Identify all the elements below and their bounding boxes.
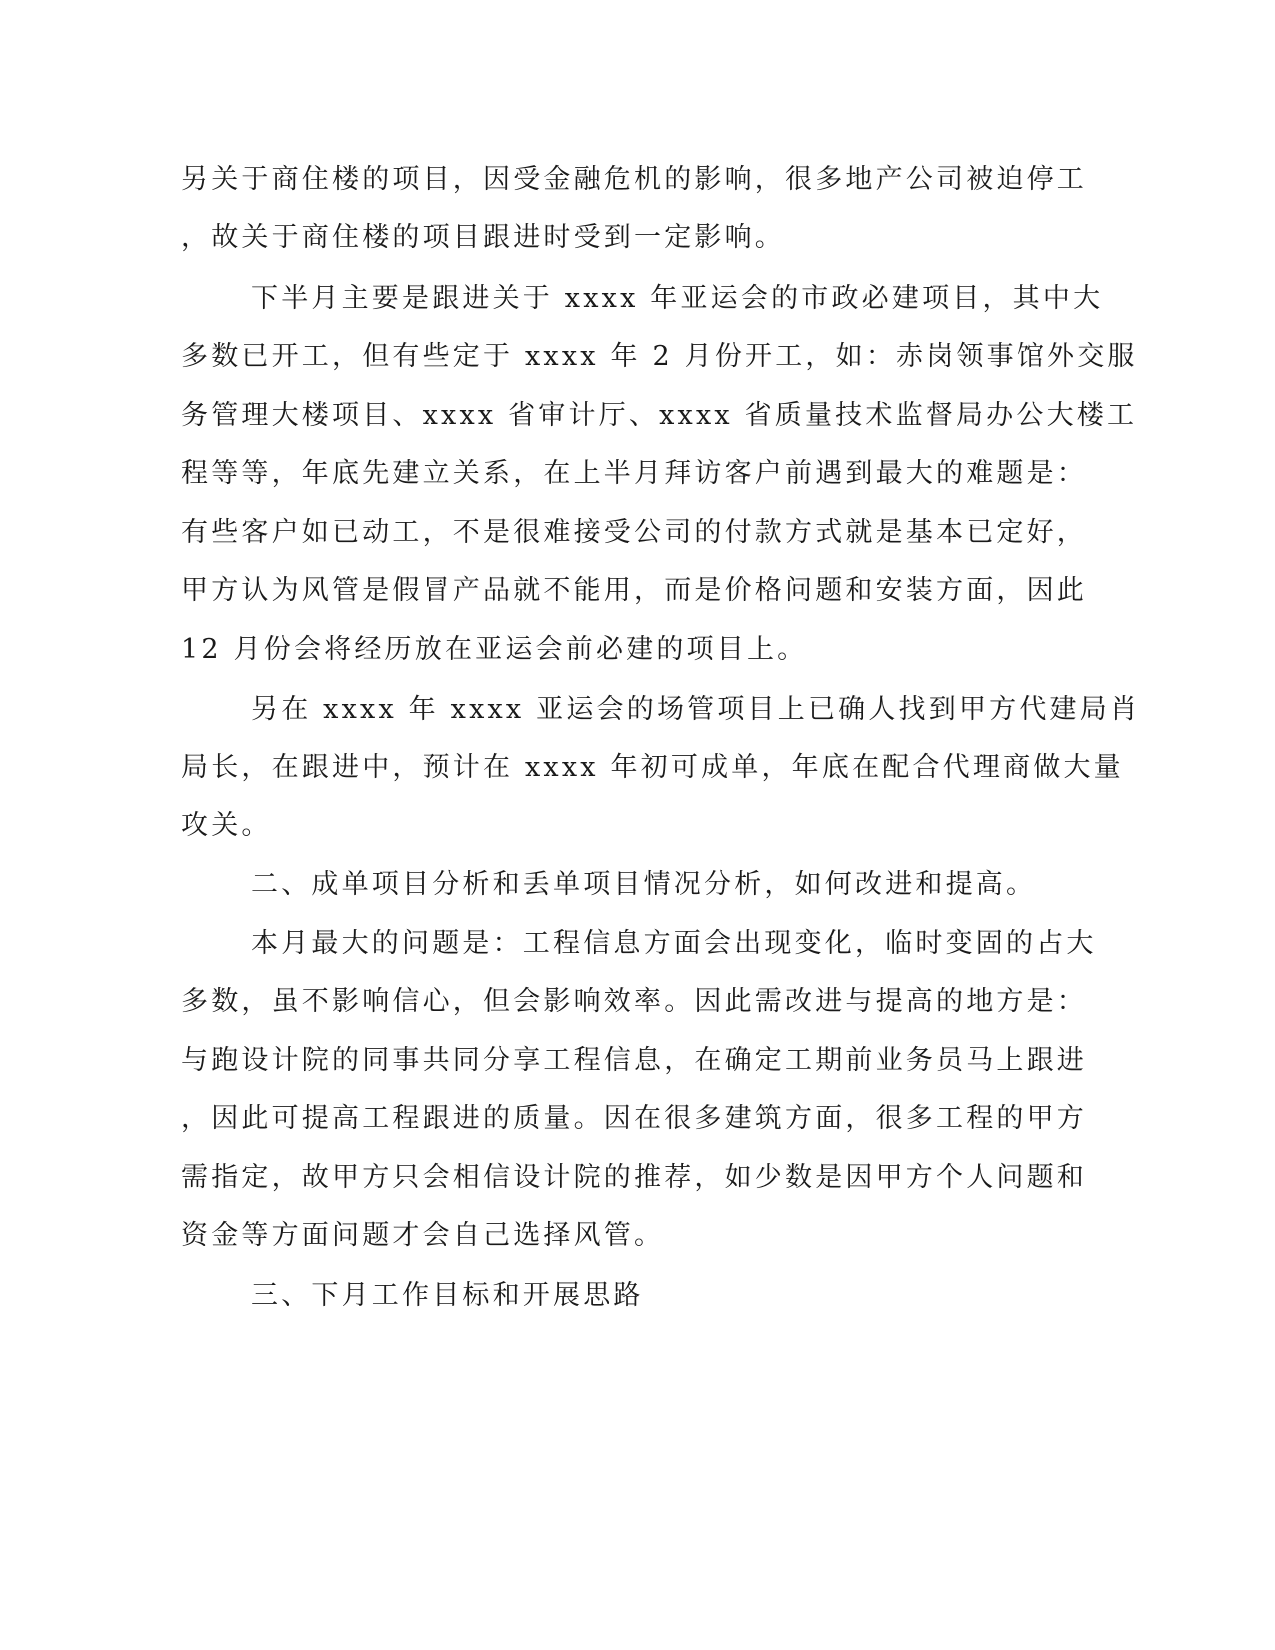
- text-line: 与跑设计院的同事共同分享工程信息，在确定工期前业务员马上跟进: [181, 1045, 1087, 1076]
- paragraph-start-line: 本月最大的问题是：工程信息方面会出现变化，临时变固的占大: [251, 928, 1097, 959]
- text-line: 甲方认为风管是假冒产品就不能用，而是价格问题和安装方面，因此: [181, 575, 1087, 606]
- text-line: 有些客户如已动工，不是很难接受公司的付款方式就是基本已定好，: [181, 517, 1087, 548]
- text-line: 需指定，故甲方只会相信设计院的推荐，如少数是因甲方个人问题和: [181, 1162, 1087, 1193]
- text-line: ，故关于商住楼的项目跟进时受到一定影响。: [181, 222, 785, 253]
- text-line: 程等等，年底先建立关系，在上半月拜访客户前遇到最大的难题是：: [181, 458, 1087, 489]
- paragraph-start-line: 另在 xxxx 年 xxxx 亚运会的场管项目上已确人找到甲方代建局肖: [251, 694, 1141, 725]
- text-line: 局长，在跟进中，预计在 xxxx 年初可成单，年底在配合代理商做大量: [181, 752, 1124, 783]
- text-line: ，因此可提高工程跟进的质量。因在很多建筑方面，很多工程的甲方: [181, 1103, 1087, 1134]
- text-line: 多数，虽不影响信心，但会影响效率。因此需改进与提高的地方是：: [181, 986, 1087, 1017]
- text-line: 12 月份会将经历放在亚运会前必建的项目上。: [181, 634, 808, 665]
- text-line: 另关于商住楼的项目，因受金融危机的影响，很多地产公司被迫停工: [181, 164, 1087, 195]
- text-line: 资金等方面问题才会自己选择风管。: [181, 1220, 665, 1251]
- text-line: 务管理大楼项目、xxxx 省审计厅、xxxx 省质量技术监督局办公大楼工: [181, 400, 1138, 431]
- section-heading-3: 三、下月工作目标和开展思路: [251, 1280, 644, 1311]
- section-heading-2: 二、成单项目分析和丢单项目情况分析，如何改进和提高。: [251, 869, 1037, 900]
- paragraph-start-line: 下半月主要是跟进关于 xxxx 年亚运会的市政必建项目，其中大: [251, 283, 1104, 314]
- text-line: 攻关。: [181, 810, 272, 841]
- text-line: 多数已开工，但有些定于 xxxx 年 2 月份开工，如：赤岗领事馆外交服: [181, 341, 1138, 372]
